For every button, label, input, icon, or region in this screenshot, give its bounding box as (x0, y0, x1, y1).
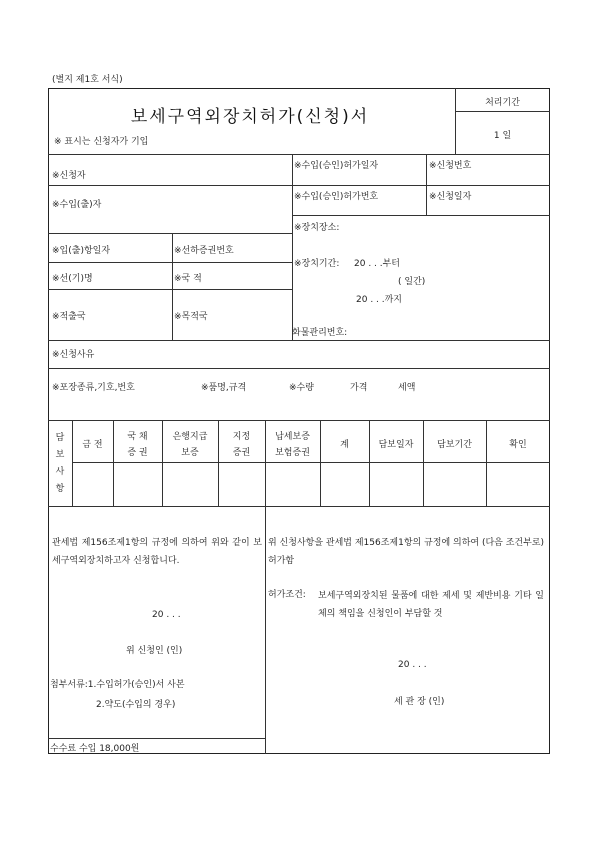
security-col-date: 담보일자 (378, 440, 414, 450)
bl-number-label: ※선하증권번호 (174, 246, 234, 256)
security-col-bonds: 국 채 증 권 (127, 432, 148, 458)
processing-period-value: 1 일 (493, 131, 512, 141)
storage-period-from: 20 . . .부터 (354, 259, 401, 269)
security-col-bank-guarantee: 은행지급 보증 (172, 432, 208, 458)
fee-label: 수수료 수입 18,000원 (50, 744, 140, 754)
entry-date-label: ※입(출)항일자 (52, 246, 111, 256)
approval-date-label: ※수입(승인)허가일자 (294, 161, 379, 171)
customs-chief-signature: 세 관 장 (인) (394, 697, 445, 707)
approval-date: 20 . . . (398, 660, 427, 670)
security-col-designated: 지정 증권 (232, 432, 251, 458)
price-label: 가격 (350, 383, 368, 393)
form-title: 보세구역외장치허가(신청)서 (130, 107, 370, 127)
approval-statement: 위 신청사항을 관세법 제156조제1항의 규정에 의하여 (다음 조건부로)허가함 (268, 538, 544, 566)
security-col-period: 담보기간 (437, 440, 472, 450)
storage-place-label: ※장치장소: (294, 223, 340, 233)
item-label: ※품명,규격 (201, 383, 247, 393)
application-date-label: ※신청일자 (429, 192, 472, 202)
vessel-name-label: ※선(기)명 (52, 274, 93, 284)
condition-label: 허가조건: (268, 590, 306, 600)
attachment-1: 첨부서류:1.수입허가(승인)서 사본 (50, 680, 185, 690)
approval-number-label: ※수입(승인)허가번호 (294, 192, 379, 202)
security-col-insurance: 납세보증 보험증권 (275, 432, 310, 458)
storage-period-to: 20 . . .까지 (356, 295, 403, 305)
application-date: 20 . . . (152, 610, 181, 620)
cargo-number-label: 화물관리번호: (292, 328, 348, 338)
loading-country-label: ※적출국 (52, 312, 86, 322)
applicant-label: ※신청자 (52, 171, 86, 181)
security-row-label: 담 보 사 항 (55, 433, 65, 494)
importer-label: ※수입(출)자 (52, 200, 102, 210)
processing-period-label: 처리기간 (485, 98, 520, 108)
nationality-label: ※국 적 (174, 274, 202, 284)
storage-period-days: ( 일간) (398, 277, 426, 287)
storage-period-label: ※장치기간: (294, 259, 340, 269)
destination-label: ※목적국 (174, 312, 208, 322)
security-col-cash: 금 전 (82, 440, 103, 450)
security-col-confirm: 확인 (509, 440, 527, 450)
form-note: ※ 표시는 신청자가 기입 (54, 137, 149, 147)
condition-text: 보세구역외장치된 물품에 대한 제세 및 제반비용 기타 일체의 책임을 신청인이 부담할 것 (318, 591, 544, 619)
tax-label: 세액 (398, 383, 416, 393)
packing-label: ※포장종류,기호,번호 (52, 383, 135, 393)
reason-label: ※신청사유 (52, 350, 95, 360)
form-number-label: (별지 제1호 서식) (52, 75, 123, 85)
quantity-label: ※수량 (289, 383, 314, 393)
applicant-signature: 위 신청인 (인) (126, 646, 183, 656)
security-col-total: 계 (340, 440, 349, 450)
application-statement: 관세법 제156조제1항의 규정에 의하여 위와 같이 보세구역외장치하고자 신청합니다. (52, 538, 262, 566)
attachment-2: 2.약도(수입의 경우) (96, 700, 176, 710)
form-frame (48, 88, 550, 754)
application-number-label: ※신청번호 (429, 161, 472, 171)
